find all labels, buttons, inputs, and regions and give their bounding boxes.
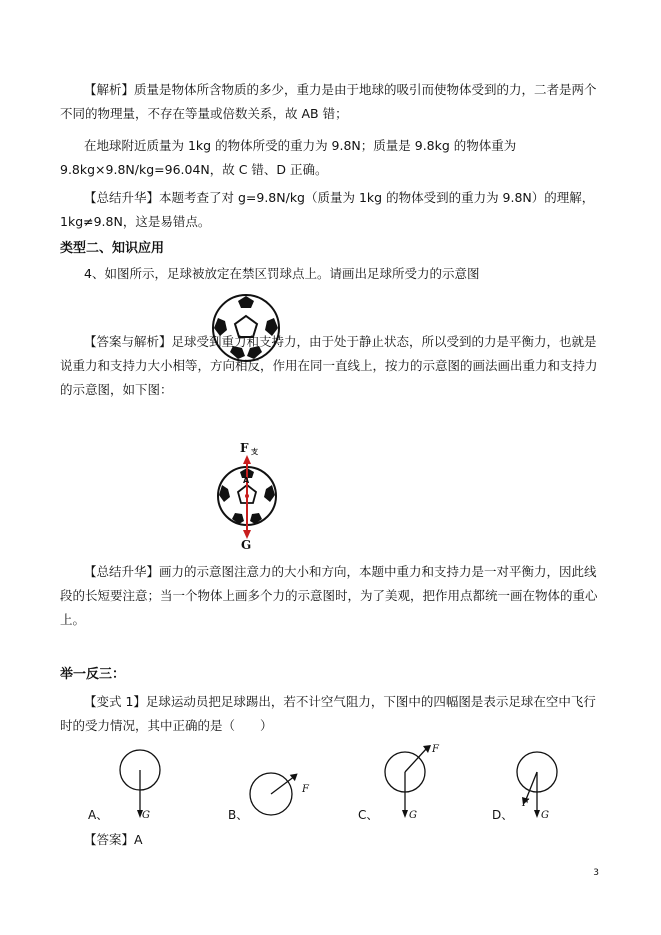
option-d-force-g: G xyxy=(541,810,549,821)
option-b-force-f: F xyxy=(302,784,309,795)
option-c-force-g: G xyxy=(409,810,417,821)
option-d-label[interactable]: D、 xyxy=(492,808,514,822)
summary-paragraph-4: 【总结升华】画力的示意图注意力的大小和方向，本题中重力和支持力是一对平衡力，因此线段的长短要注意；当一个物体上画多个力的示意图时，为了美观，把作用点都统一画在物体的重心上。 xyxy=(60,564,598,627)
section-heading-type2: 类型二、知识应用 xyxy=(60,241,165,256)
option-c-force-f: F xyxy=(432,744,439,755)
variant-1-question: 【变式 1】足球运动员把足球踢出，若不计空气阻力，下图中的四幅图是表示足球在空中飞行时的受力情况，其中正确的是（ ） xyxy=(60,694,596,733)
answer-analysis-4: 【答案与解析】足球受到重力和支持力，由于处于静止状态，所以受到的力是平衡力，也就是说重力和支持力大小相等，方向相反，作用在同一直线上，按力的示意图的画法画出重力和支持力的示意图，如下图： xyxy=(60,334,598,397)
option-b-label[interactable]: B、 xyxy=(228,808,249,822)
option-d-figure xyxy=(505,742,565,826)
calculation-paragraph: 在地球附近质量为 1kg 的物体所受的重力为 9.8N；质量是 9.8kg 的物体重为 9.8kg×9.8N/kg=96.04N，故 C 错、D 正确。 xyxy=(60,138,517,177)
page-number: 3 xyxy=(593,868,599,878)
force-diagram xyxy=(212,440,282,552)
question-4: 4、如图所示，足球被放定在禁区罚球点上。请画出足球所受力的示意图 xyxy=(84,266,480,281)
option-a-force-g: G xyxy=(142,810,150,821)
option-d-force-f: F xyxy=(522,798,529,809)
support-force-subscript: 支 xyxy=(251,448,258,456)
variant-1-answer: 【答案】A xyxy=(84,832,143,847)
action-point-label: A xyxy=(243,476,250,485)
option-c-label[interactable]: C、 xyxy=(358,808,379,822)
option-a-figure xyxy=(110,748,170,826)
section-heading-practice: 举一反三： xyxy=(60,667,126,682)
option-a-label[interactable]: A、 xyxy=(88,808,109,822)
support-force-label: F xyxy=(240,441,249,455)
summary-paragraph-1: 【总结升华】本题考查了对 g=9.8N/kg（质量为 1kg 的物体受到的重力为 9.8N）的理解，1kg≠9.8N，这是易错点。 xyxy=(60,190,595,229)
analysis-paragraph: 【解析】质量是物体所含物质的多少，重力是由于地球的吸引而使物体受到的力，二者是两个不同的物理量，不存在等量或倍数关系，故 AB 错； xyxy=(60,82,597,121)
gravity-force-label: G xyxy=(241,538,252,552)
